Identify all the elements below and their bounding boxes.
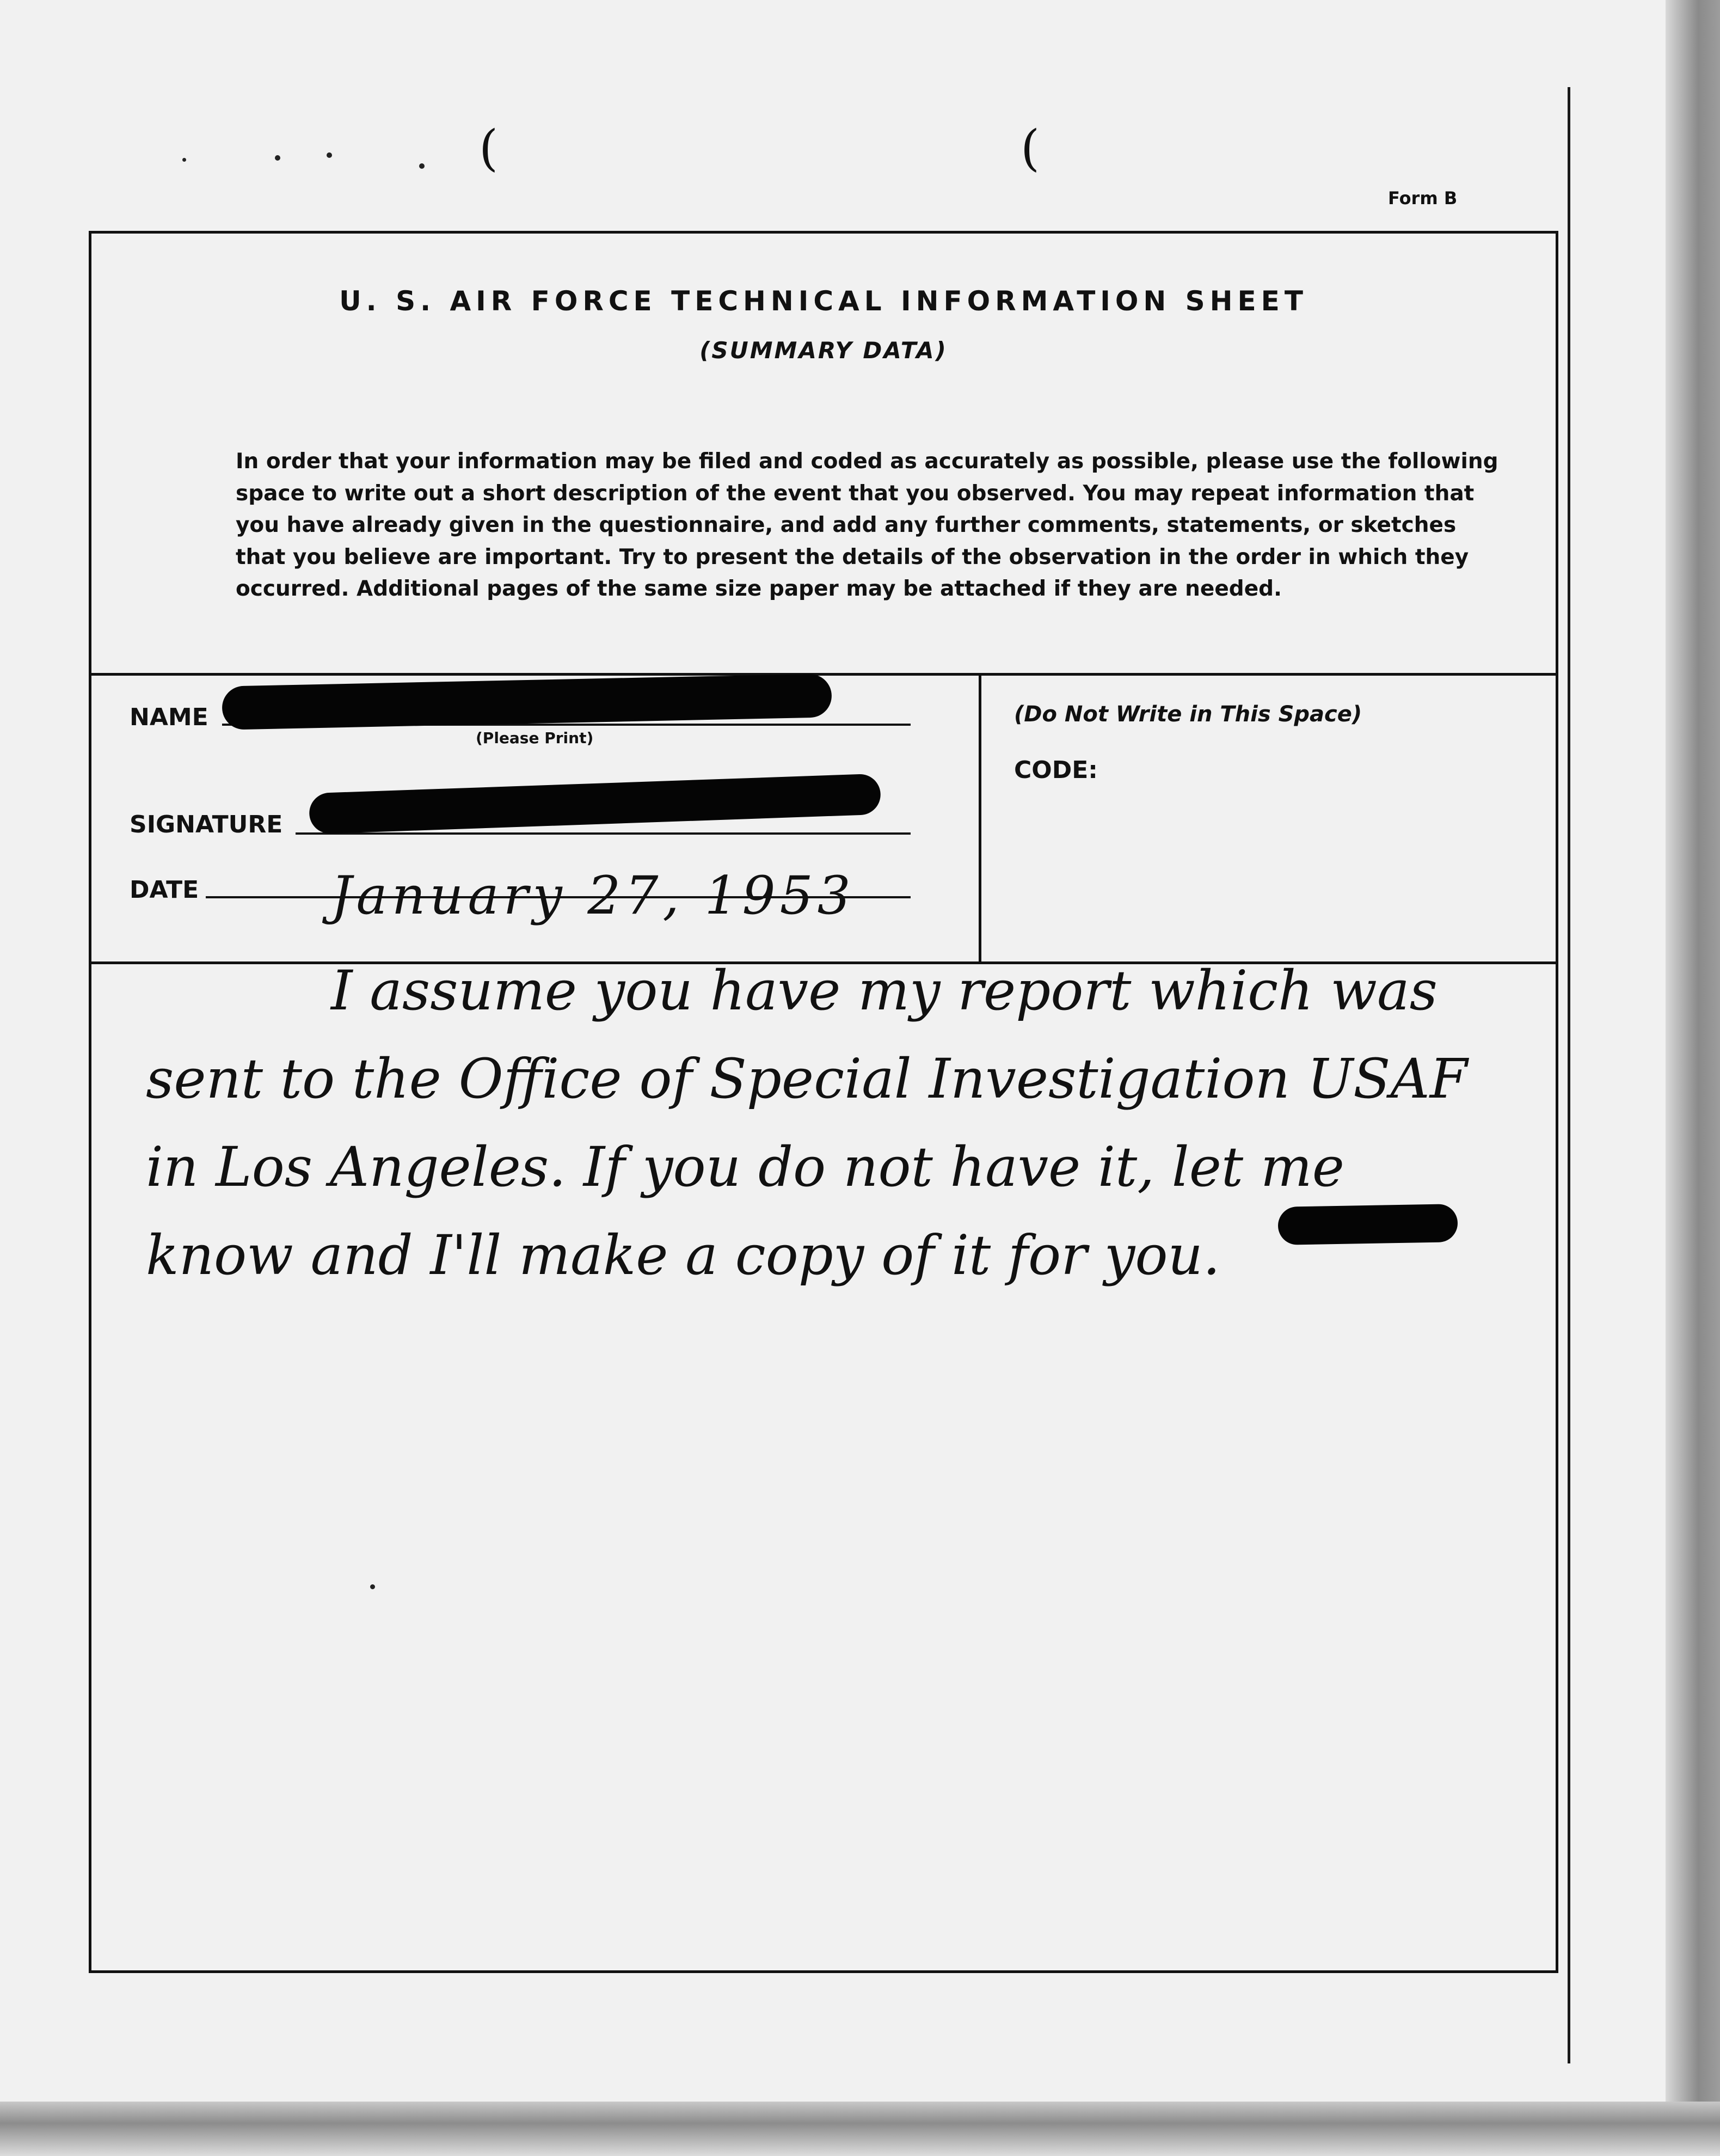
scan-edge-right bbox=[1666, 0, 1720, 2156]
print-hint: (Please Print) bbox=[476, 729, 594, 747]
margin-mark: ( bbox=[1021, 120, 1040, 177]
margin-mark: ( bbox=[479, 120, 499, 177]
column-divider bbox=[979, 673, 981, 961]
redacted-signoff bbox=[1277, 1204, 1458, 1245]
narrative-line: know and I'll make a copy of it for you. bbox=[146, 1223, 1220, 1287]
signature-line bbox=[296, 832, 911, 835]
header-divider bbox=[91, 673, 1556, 676]
dust-speck bbox=[275, 155, 280, 161]
narrative-line: in Los Angeles. If you do not have it, let me bbox=[146, 1135, 1344, 1199]
form-subtitle: (SUMMARY DATA) bbox=[699, 337, 948, 364]
information-sheet-form bbox=[89, 231, 1558, 1973]
code-label: CODE: bbox=[1014, 756, 1098, 784]
form-title: U. S. AIR FORCE TECHNICAL INFORMATION SHEET bbox=[339, 285, 1308, 317]
form-identifier: Form B bbox=[1388, 188, 1458, 209]
redacted-name bbox=[222, 673, 832, 730]
handwritten-narrative bbox=[146, 947, 1518, 1300]
narrative-line: I assume you have my report which was bbox=[331, 959, 1438, 1022]
date-label: DATE bbox=[130, 876, 199, 904]
dust-speck bbox=[182, 158, 186, 162]
redacted-signature bbox=[309, 774, 881, 835]
page-fold-line bbox=[1568, 87, 1570, 2063]
scan-edge-bottom bbox=[0, 2102, 1720, 2156]
dust-speck bbox=[327, 152, 332, 158]
signature-label: SIGNATURE bbox=[130, 811, 283, 838]
name-label: NAME bbox=[130, 703, 208, 731]
narrative-line: sent to the Office of Special Investigation USAF bbox=[146, 1047, 1468, 1111]
date-value: January 27, 1953 bbox=[331, 865, 855, 926]
instructions-text: In order that your information may be filed and coded as accurately as possible, please use the following space to write out a short description of the event that you observed. You may repeat information that you have already given in the questionnaire, and add any further comments, statements, or sketches that you believe are important. Try to present the details of the observation in the order in which they occurred. Additional pages of the same size paper may be attached if they are needed. bbox=[236, 449, 1498, 601]
office-use-note: (Do Not Write in This Space) bbox=[1014, 702, 1362, 727]
dust-speck bbox=[419, 163, 425, 169]
